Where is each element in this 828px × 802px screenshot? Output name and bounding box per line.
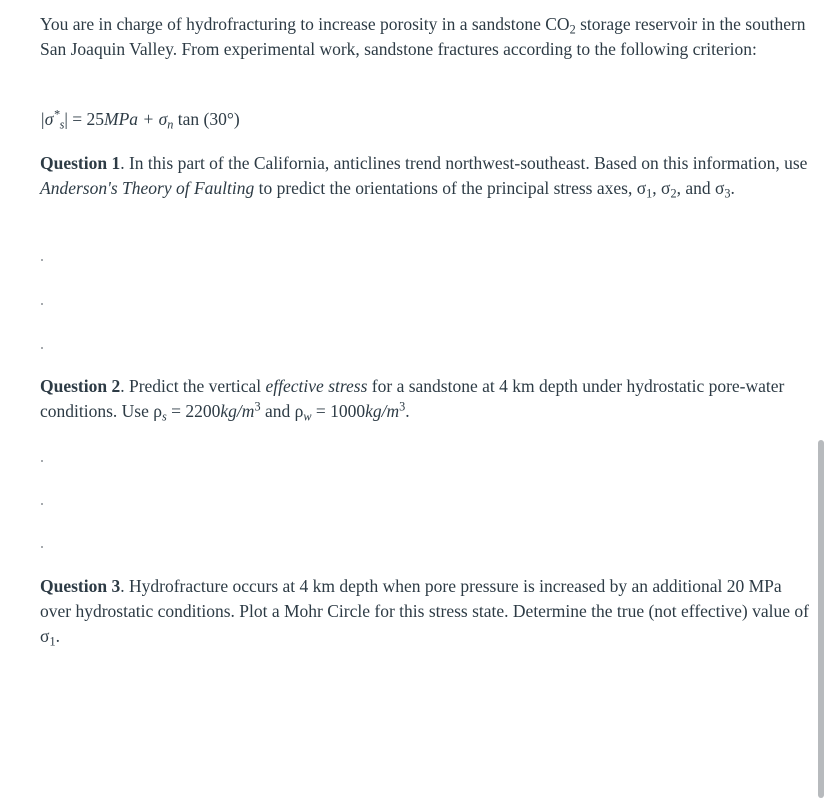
- question-1-label: Question 1: [40, 153, 121, 173]
- question-1-end: .: [730, 178, 735, 198]
- empty-line-marker: [41, 503, 43, 505]
- intro-text-2: storage reservoir in the southern San Joaquin Valley. From experimental work, sandstone fractures according to the following criterion:: [40, 14, 806, 59]
- question-2-emphasis: effective stress: [265, 376, 368, 396]
- question-2-sup-2: 3: [399, 399, 406, 414]
- vertical-scrollbar[interactable]: [818, 440, 824, 798]
- question-2-eq-2: = 1000: [311, 401, 366, 421]
- co2-subscript: 2: [569, 22, 576, 37]
- question-2: [40, 374, 812, 424]
- formula-sub: s: [59, 117, 65, 132]
- question-3-label: Question 3: [40, 576, 121, 596]
- question-3-text-1: . Hydrofracture occurs at 4 km depth when pore pressure is increased by an additional 20 MPa over hydrostatic conditions. Plot a Mohr Circle for this stress state. Determine the true (not effective) value of σ: [40, 576, 809, 646]
- formula-n-sub: n: [167, 117, 174, 132]
- empty-line-marker: [41, 303, 43, 305]
- question-2-end: .: [405, 401, 410, 421]
- sigma-1-sub: 1: [646, 186, 653, 201]
- formula-eq: = 25: [67, 109, 104, 129]
- formula-plus-sigma: + σ: [138, 109, 168, 129]
- question-1: [40, 151, 812, 201]
- question-1-text-2: to predict the orientations of the principal stress axes, σ: [254, 178, 647, 198]
- empty-line-marker: [41, 259, 43, 261]
- question-2-text-2: for a sandstone at 4 km depth under hydrostatic pore-water conditions. Use ρ: [40, 376, 785, 421]
- question-2-label: Question 2: [40, 376, 121, 396]
- question-3-end: .: [55, 626, 60, 646]
- formula-sup: *: [53, 107, 60, 122]
- formula-tan: tan (30°): [173, 109, 240, 129]
- empty-line-marker: [41, 347, 43, 349]
- empty-line-marker: [41, 546, 43, 548]
- empty-line-marker: [41, 460, 43, 462]
- question-2-sup-1: 3: [254, 399, 261, 414]
- sigma-3-sub: 3: [724, 186, 731, 201]
- sigma-1-sub: 1: [49, 634, 56, 649]
- rho-s-sub: s: [162, 409, 167, 424]
- question-2-unit-2: kg/m: [365, 401, 400, 421]
- question-1-comma-2: , and σ: [676, 178, 725, 198]
- formula-lhs: |σ: [40, 109, 54, 129]
- question-1-comma-1: , σ: [652, 178, 671, 198]
- question-2-and: and ρ: [260, 401, 304, 421]
- question-3: [40, 574, 812, 649]
- rho-w-sub: w: [303, 409, 312, 424]
- intro-paragraph: [40, 12, 812, 62]
- failure-criterion-formula: [40, 107, 240, 132]
- question-2-unit-1: kg/m: [220, 401, 255, 421]
- question-2-text-1: . Predict the vertical: [120, 376, 266, 396]
- question-1-emphasis: Anderson's Theory of Faulting: [40, 178, 255, 198]
- intro-text-1: You are in charge of hydrofracturing to increase porosity in a sandstone CO: [40, 14, 570, 34]
- question-2-eq-1: = 2200: [166, 401, 221, 421]
- question-1-text-1: . In this part of the California, anticlines trend northwest-southeast. Based on this information, use: [120, 153, 808, 173]
- sigma-2-sub: 2: [670, 186, 677, 201]
- formula-abs-close: |: [64, 109, 68, 129]
- formula-mpa: MPa: [104, 109, 139, 129]
